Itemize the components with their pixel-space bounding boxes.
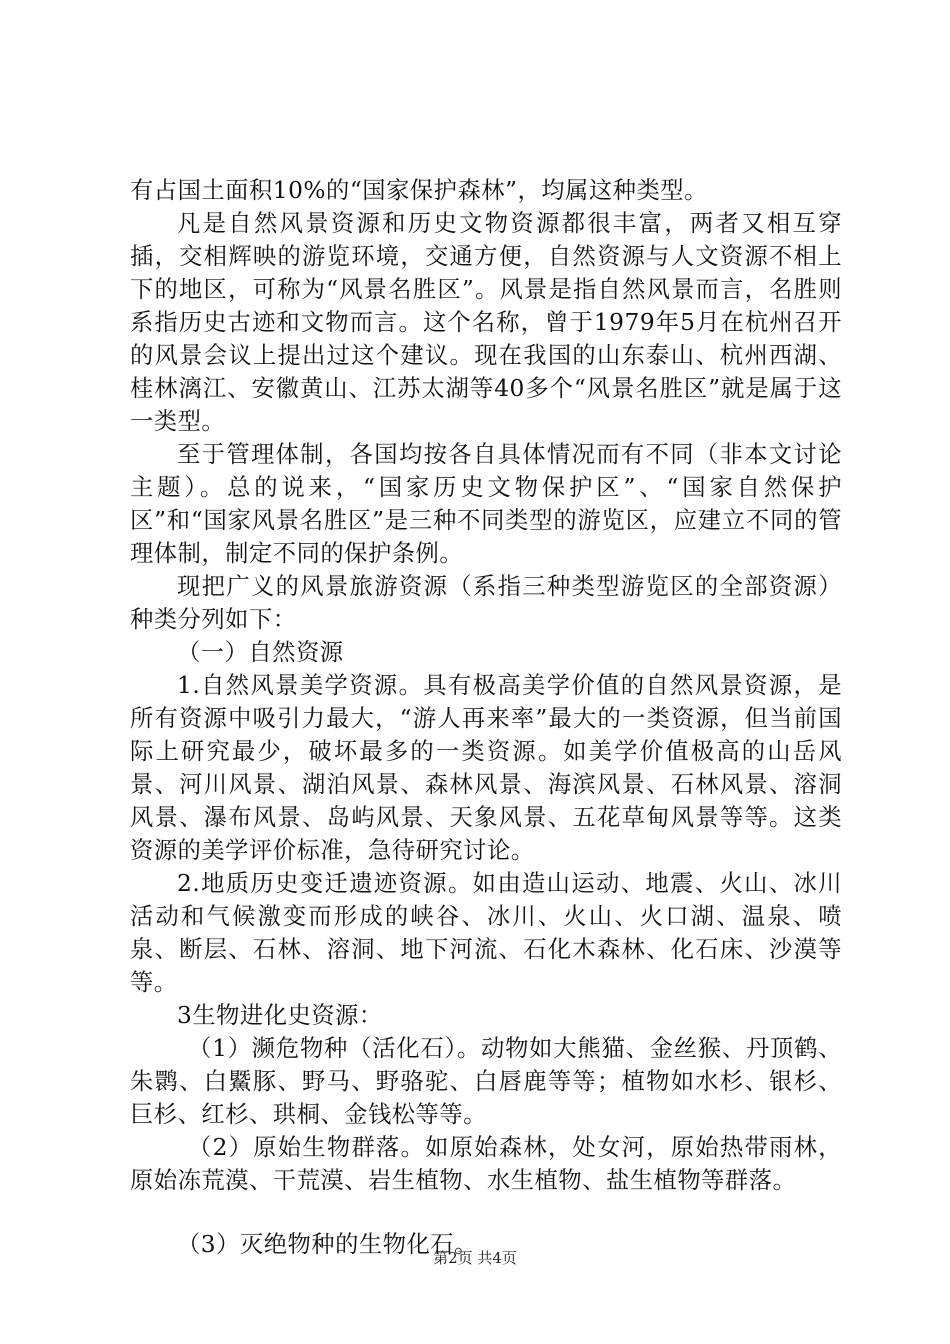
list-item-endangered-species: （1）濒危物种（活化石）。动物如大熊猫、金丝猴、丹顶鹤、朱鹮、白鱀豚、野马、野骆驼、白唇鹿等等；植物如水杉、银杉、巨杉、红杉、珙桐、金钱松等等。: [130, 1035, 842, 1128]
paragraph-aesthetic-resources: 1.自然风景美学资源。具有极高美学价值的自然风景资源，是所有资源中吸引力最大，“游人再来率”最大的一类资源，但当前国际上研究最少，破坏最多的一类资源。如美学价值极高的山岳风景、河川风景、湖泊风景、森林风景、海滨风景、石林风景、溶洞风景、瀑布风景、岛屿风景、天象风景、五花草甸风景等等。这类资源的美学评价标准，急待研究讨论。: [130, 672, 842, 864]
paragraph-continuation: 有占国土面积10%的“国家保护森林”，均属这种类型。: [130, 177, 708, 204]
paragraph-geological-resources: 2.地质历史变迁遗迹资源。如由造山运动、地震、火山、冰川活动和气候激变而形成的峡谷、冰川、火山、火口湖、温泉、喷泉、断层、石林、溶洞、地下河流、石化木森林、化石床、沙漠等等。: [130, 870, 842, 996]
section-heading-natural-resources: （一）自然资源: [177, 639, 344, 666]
paragraph-resource-list-intro: 现把广义的风景旅游资源（系指三种类型游览区的全部资源）种类分列如下：: [130, 573, 842, 633]
document-body: [130, 174, 842, 1261]
paragraph-scenic-areas: 凡是自然风景资源和历史文物资源都很丰富，两者又相互穿插，交相辉映的游览环境，交通方便，自然资源与人文资源不相上下的地区，可称为“风景名胜区”。风景是指自然风景而言，名胜则系指历史古迹和文物而言。这个名称，曾于1979年5月在杭州召开的风景会议上提出过这个建议。现在我国的山东泰山、杭州西湖、桂林漓江、安徽黄山、江苏太湖等40多个“风景名胜区”就是属于这一类型。: [130, 210, 842, 435]
list-item-extinct-fossils: （3）灭绝物种的生物化石。: [177, 1231, 478, 1258]
page-number-label: 第2页 共4页: [433, 1249, 517, 1267]
heading-biological-evolution: 3生物进化史资源：: [177, 1002, 383, 1029]
paragraph-management: 至于管理体制，各国均按各自具体情况而有不同（非本文讨论主题）。总的说来，“国家历史文物保护区”、“国家自然保护区”和“国家风景名胜区”是三种不同类型的游览区，应建立不同的管理体制，制定不同的保护条例。: [130, 441, 842, 567]
list-item-primitive-communities: （2）原始生物群落。如原始森林，处女河，原始热带雨林，原始冻荒漠、干荒漠、岩生植物、水生植物、盐生植物等群落。: [130, 1134, 842, 1194]
page-footer: [0, 1248, 950, 1268]
